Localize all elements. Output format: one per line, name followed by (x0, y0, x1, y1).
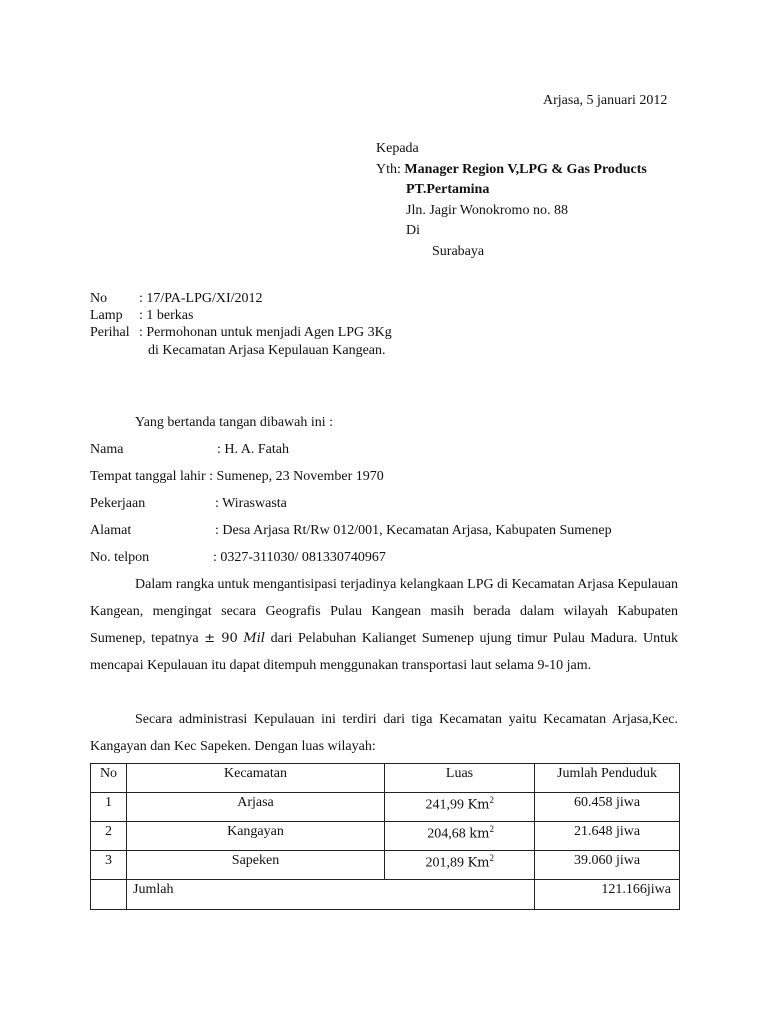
identity-label: Nama (90, 442, 124, 457)
table-header-row (91, 764, 680, 793)
table-cell-empty (91, 880, 127, 910)
identity-label (90, 469, 384, 485)
table-row (91, 793, 680, 822)
table-cell-no: 2 (91, 822, 127, 851)
recipient-di: Di (406, 223, 420, 238)
table-header: Kecamatan (127, 764, 385, 793)
ref-perihal-label: Perihal (90, 325, 130, 340)
table-total-value: 121.166jiwa (535, 880, 680, 910)
identity-label: Alamat (90, 523, 132, 538)
paragraph-2 (90, 706, 678, 760)
table-cell-kecamatan: Kangayan (127, 822, 385, 851)
ref-no-value: : 17/PA-LPG/XI/2012 (139, 291, 263, 306)
recipient-yth-label: Yth: (376, 162, 401, 177)
table-cell-luas: 204,68 $km^2$ (385, 822, 535, 851)
distance-value: ± 90 (204, 631, 238, 646)
identity-value: : 0327-311030/ 081330740967 (213, 550, 386, 565)
distance-unit: Mil (243, 631, 266, 646)
identity-value: : Wiraswasta (215, 496, 287, 511)
paragraph-2-text: Secara administrasi Kepulauan ini terdiri dari tiga Kecamatan yaitu Kecamatan Arjasa,Kec. Kangayan dan Kec Sapeken. Dengan luas wilayah: (90, 712, 678, 754)
intro-text: Yang bertanda tangan dibawah ini : (135, 415, 334, 430)
table-total-row (91, 880, 680, 910)
recipient-city: Surabaya (432, 244, 485, 259)
ref-no-label: No (90, 291, 108, 306)
table-cell-no: 1 (91, 793, 127, 822)
paragraph-1-part2: dari Pelabuhan Kalianget Sumenep ujung timur Pulau Madura. Untuk mencapai Kepulauan itu dapat ditempuh menggunakan transportasi laut selama 9-10 jam. (90, 631, 679, 673)
table-header: Jumlah Penduduk (535, 764, 680, 793)
table-cell-penduduk: 21.648 jiwa (535, 822, 680, 851)
recipient-yth (376, 162, 647, 178)
ref-perihal-value2: di Kecamatan Arjasa Kepulauan Kangean. (148, 343, 386, 358)
table-cell-penduduk: 60.458 jiwa (535, 793, 680, 822)
table-row (91, 851, 680, 880)
identity-value: : H. A. Fatah (217, 442, 289, 457)
recipient-address: Jln. Jagir Wonokromo no. 88 (406, 203, 568, 218)
table-cell-kecamatan: Arjasa (127, 793, 385, 822)
identity-label: Pekerjaan (90, 496, 146, 511)
letter-date: Arjasa, 5 januari 2012 (543, 93, 668, 108)
area-table (90, 763, 680, 910)
recipient-kepada: Kepada (376, 141, 419, 156)
table-cell-no: 3 (91, 851, 127, 880)
ref-perihal-value: : Permohonan untuk menjadi Agen LPG 3Kg (139, 325, 392, 340)
table-cell-kecamatan: Sapeken (127, 851, 385, 880)
ref-lamp-label: Lamp (90, 308, 123, 323)
table-cell-luas: 201,89 Km$^2$ (385, 851, 535, 880)
identity-value: : Sumenep, 23 November 1970 (209, 469, 384, 484)
identity-label-text: Tempat tanggal lahir (90, 469, 206, 484)
paragraph-1-part1: Dalam rangka untuk mengantisipasi terjadinya kelangkaan LPG di Kecamatan Arjasa Kepulauan Kangean, mengingat secara Geografis Pulau Kangean masih berada dalam wilayah Kabupaten Sumenep, tepatnya (90, 577, 678, 646)
identity-label: No. telpon (90, 550, 150, 565)
table-row (91, 822, 680, 851)
identity-value: : Desa Arjasa Rt/Rw 012/001, Kecamatan Arjasa, Kabupaten Sumenep (215, 523, 612, 538)
ref-lamp-value: : 1 berkas (139, 308, 194, 323)
table-cell-luas: 241,99 Km$^2$ (385, 793, 535, 822)
table-header: Luas (385, 764, 535, 793)
table-total-label: Jumlah (127, 880, 535, 910)
recipient-line1: Manager Region V,LPG & Gas Products (404, 162, 647, 177)
table-cell-penduduk: 39.060 jiwa (535, 851, 680, 880)
table-header: No (91, 764, 127, 793)
paragraph-1 (90, 571, 678, 679)
recipient-line2: PT.Pertamina (406, 182, 490, 197)
